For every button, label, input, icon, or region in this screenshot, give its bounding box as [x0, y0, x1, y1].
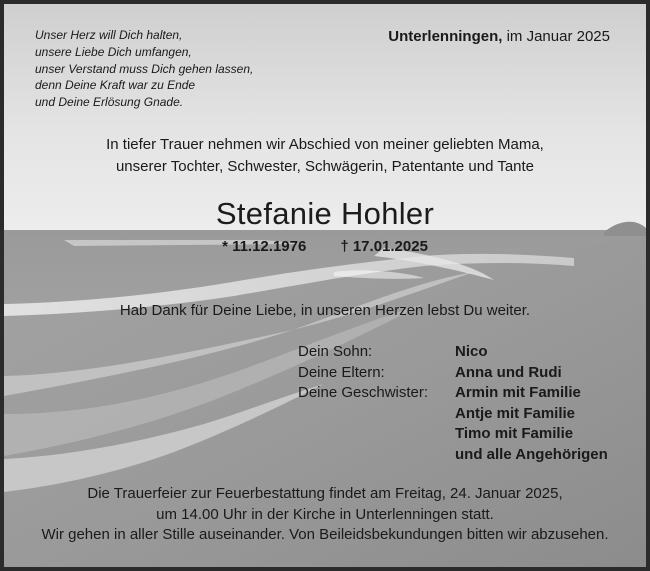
poem-line: und Deine Erlösung Gnade.: [35, 95, 184, 110]
family-names: Anna und Rudi: [455, 363, 562, 381]
family-names: Timo mit Familie: [455, 425, 574, 442]
poem-line: unser Verstand muss Dich gehen lassen,: [35, 61, 254, 76]
thanks-text: Hab Dank für Deine Liebe, in unseren Herzen lebst Du weiter.: [119, 302, 531, 319]
family-names: Nico: [455, 343, 488, 360]
place-and-date: [388, 28, 610, 45]
intro-text: [4, 134, 646, 178]
life-dates: [4, 238, 646, 255]
death-date: † 17.01.2025: [340, 238, 428, 255]
family-names: und alle Angehörigen: [455, 445, 608, 463]
funeral-line: um 14.00 Uhr in der Kirche in Unterlenningen statt.: [156, 505, 494, 523]
family-relation: Dein Sohn:: [298, 343, 373, 360]
poem-line: unsere Liebe Dich umfangen,: [35, 44, 192, 59]
birth-date: * 11.12.1976: [222, 238, 307, 255]
poem-line: Unser Herz will Dich halten,: [35, 28, 183, 42]
family-names: Antje mit Familie: [455, 404, 576, 422]
family-relation: Deine Geschwister:: [298, 384, 429, 401]
intro-line: unserer Tochter, Schwester, Schwägerin, Patentante und Tante: [115, 158, 535, 175]
family-names: Armin mit Familie: [455, 384, 581, 401]
funeral-info: [4, 484, 646, 546]
intro-line: In tiefer Trauer nehmen wir Abschied von meiner geliebten Mama,: [106, 136, 544, 153]
funeral-line: Wir gehen in aller Stille auseinander. Von Beileidsbekundungen bitten wir abzusehen.: [41, 526, 609, 543]
deceased-name: Stefanie Hohler: [215, 196, 435, 231]
date: im Januar 2025: [506, 28, 610, 45]
poem: [35, 27, 253, 111]
poem-line: denn Deine Kraft war zu Ende: [35, 78, 196, 93]
funeral-line: Die Trauerfeier zur Feuerbestattung findet am Freitag, 24. Januar 2025,: [87, 485, 563, 502]
place: Unterlenningen,: [388, 28, 503, 45]
family-relation: Deine Eltern:: [298, 363, 385, 381]
